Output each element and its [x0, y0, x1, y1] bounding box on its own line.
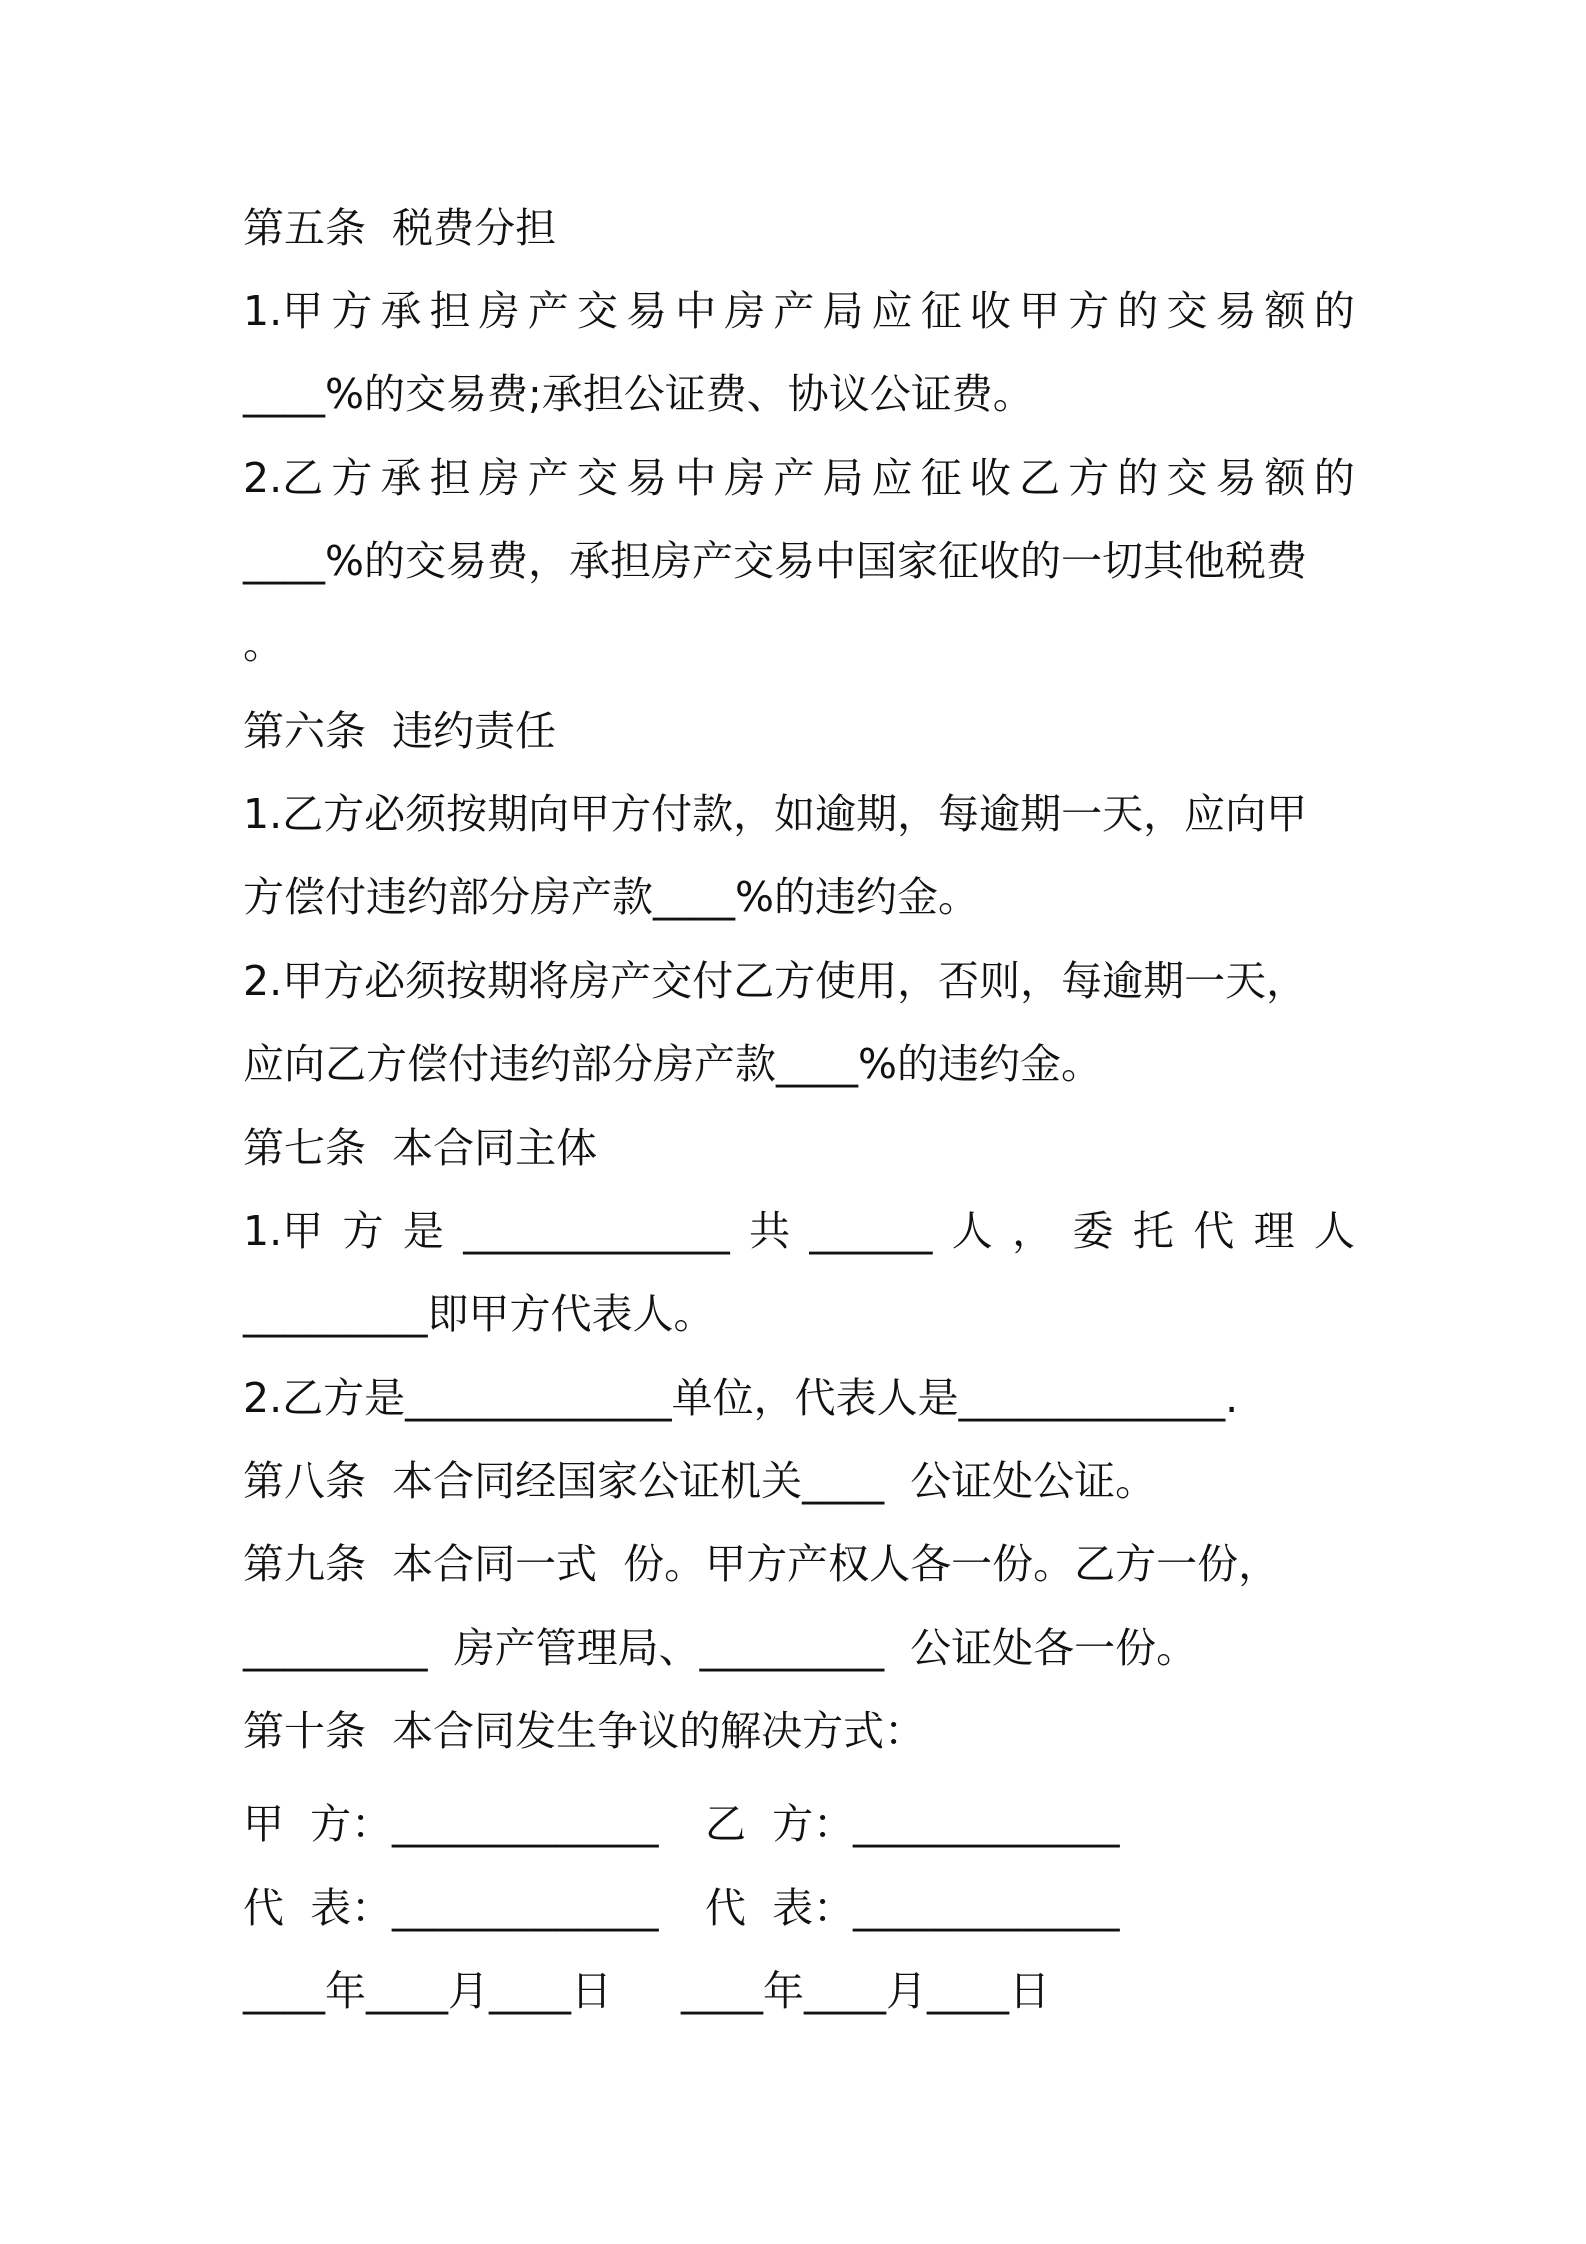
justified-token: ，: [1012, 1207, 1054, 1255]
justified-token: 方: [342, 1207, 384, 1255]
article7-p2: 2.乙方是_____________单位，代表人是_____________.: [243, 1374, 1239, 1422]
justified-token: 易: [626, 454, 667, 502]
justified-token: 交: [1166, 287, 1208, 335]
justified-token: 委: [1072, 1207, 1114, 1255]
justified-token: 应: [871, 454, 913, 502]
date-a: ____年____月____日: [243, 1967, 612, 2015]
justified-token: 代: [1193, 1207, 1235, 1255]
justified-token: 共: [749, 1207, 791, 1255]
justified-token: 方: [331, 287, 373, 335]
justified-token: 承: [380, 287, 422, 335]
justified-token: 额: [1264, 454, 1306, 502]
justified-token: 房: [724, 287, 766, 335]
justified-token: 房: [478, 287, 520, 335]
justified-token: 方: [1068, 287, 1110, 335]
justified-token: 应: [871, 287, 913, 335]
article10-text: 第十条 本合同发生争议的解决方式：: [243, 1707, 926, 1755]
justified-token: 收: [969, 287, 1011, 335]
article5-p2-line2: ____%的交易费，承担房产交易中国家征收的一切其他税费: [243, 537, 1307, 585]
justified-token: 托: [1132, 1207, 1174, 1255]
justified-token: 产: [773, 454, 815, 502]
justified-token: 方: [1068, 454, 1110, 502]
justified-token: 产: [527, 287, 569, 335]
article9-line2: _________ 房产管理局、_________ 公证处各一份。: [243, 1624, 1198, 1672]
justified-token: 交: [576, 454, 618, 502]
justified-token: 局: [822, 454, 864, 502]
justified-token: 易: [626, 287, 667, 335]
justified-token: 是: [402, 1207, 444, 1255]
justified-token: 1.甲: [243, 287, 324, 335]
justified-token: 收: [969, 454, 1011, 502]
article6-p2-line2: 应向乙方偿付违约部分房产款____%的违约金。: [243, 1040, 1102, 1088]
justified-token: 交: [576, 287, 618, 335]
article6-p2-line1: 2.甲方必须按期将房产交付乙方使用，否则，每逾期一天，: [243, 957, 1308, 1005]
justified-token: 2.乙: [243, 454, 324, 502]
justified-token: 征: [920, 454, 962, 502]
justified-token: 产: [773, 287, 815, 335]
justified-token: 方: [331, 454, 373, 502]
article5-p1-line2: ____%的交易费;承担公证费、协议公证费。: [243, 370, 1034, 418]
rep-a-blank: _____________: [392, 1884, 659, 1932]
justified-token: 的: [1117, 287, 1159, 335]
article7-heading: 第七条 本合同主体: [243, 1124, 598, 1172]
justified-token: 理: [1253, 1207, 1295, 1255]
justified-token: 人: [1313, 1207, 1355, 1255]
justified-token: 易: [1215, 287, 1257, 335]
rep-a-label: 代 表：: [243, 1884, 393, 1932]
justified-token: 局: [822, 287, 864, 335]
justified-token: 产: [527, 454, 569, 502]
article7-p1-line2: _________即甲方代表人。: [243, 1290, 715, 1338]
justified-token: 乙: [1019, 454, 1060, 502]
date-b: ____年____月____日: [681, 1967, 1050, 2015]
justified-token: 担: [429, 287, 471, 335]
party-a-label: 甲 方：: [243, 1800, 393, 1848]
justified-token: 交: [1166, 454, 1208, 502]
justified-token: 的: [1117, 454, 1159, 502]
party-b-label: 乙 方：: [705, 1800, 855, 1848]
article5-heading: 第五条 税费分担: [243, 204, 557, 252]
article7-p1-line1: [243, 1203, 1355, 1259]
article6-heading: 第六条 违约责任: [243, 707, 557, 755]
justified-token: 中: [675, 287, 717, 335]
article5-p1-line1: [243, 283, 1355, 339]
justified-token: 征: [920, 287, 962, 335]
justified-token: 担: [429, 454, 471, 502]
justified-token: 甲: [1019, 287, 1060, 335]
justified-token: 额: [1264, 287, 1306, 335]
justified-token: 易: [1215, 454, 1257, 502]
justified-token: 中: [675, 454, 717, 502]
article5-p2-line1: [243, 450, 1355, 506]
rep-b-label: 代 表：: [705, 1884, 855, 1932]
article9-line1: 第九条 本合同一式 份。甲方产权人各一份。乙方一份，: [243, 1540, 1280, 1588]
justified-token: ______: [809, 1207, 933, 1255]
justified-token: 房: [724, 454, 766, 502]
party-a-blank: _____________: [392, 1800, 659, 1848]
article5-p2-line3: 。: [243, 620, 284, 668]
party-b-blank: _____________: [853, 1800, 1120, 1848]
justified-token: 1.甲: [243, 1207, 324, 1255]
justified-token: 的: [1313, 454, 1355, 502]
rep-b-blank: _____________: [853, 1884, 1120, 1932]
article6-p1-line1: 1.乙方必须按期向甲方付款，如逾期，每逾期一天，应向甲: [243, 790, 1308, 838]
justified-token: 人: [951, 1207, 993, 1255]
justified-token: _____________: [463, 1207, 730, 1255]
article6-p1-line2: 方偿付违约部分房产款____%的违约金。: [243, 873, 979, 921]
article8-text: 第八条 本合同经国家公证机关____ 公证处公证。: [243, 1457, 1157, 1505]
justified-token: 承: [380, 454, 422, 502]
justified-token: 房: [478, 454, 520, 502]
justified-token: 的: [1313, 287, 1355, 335]
